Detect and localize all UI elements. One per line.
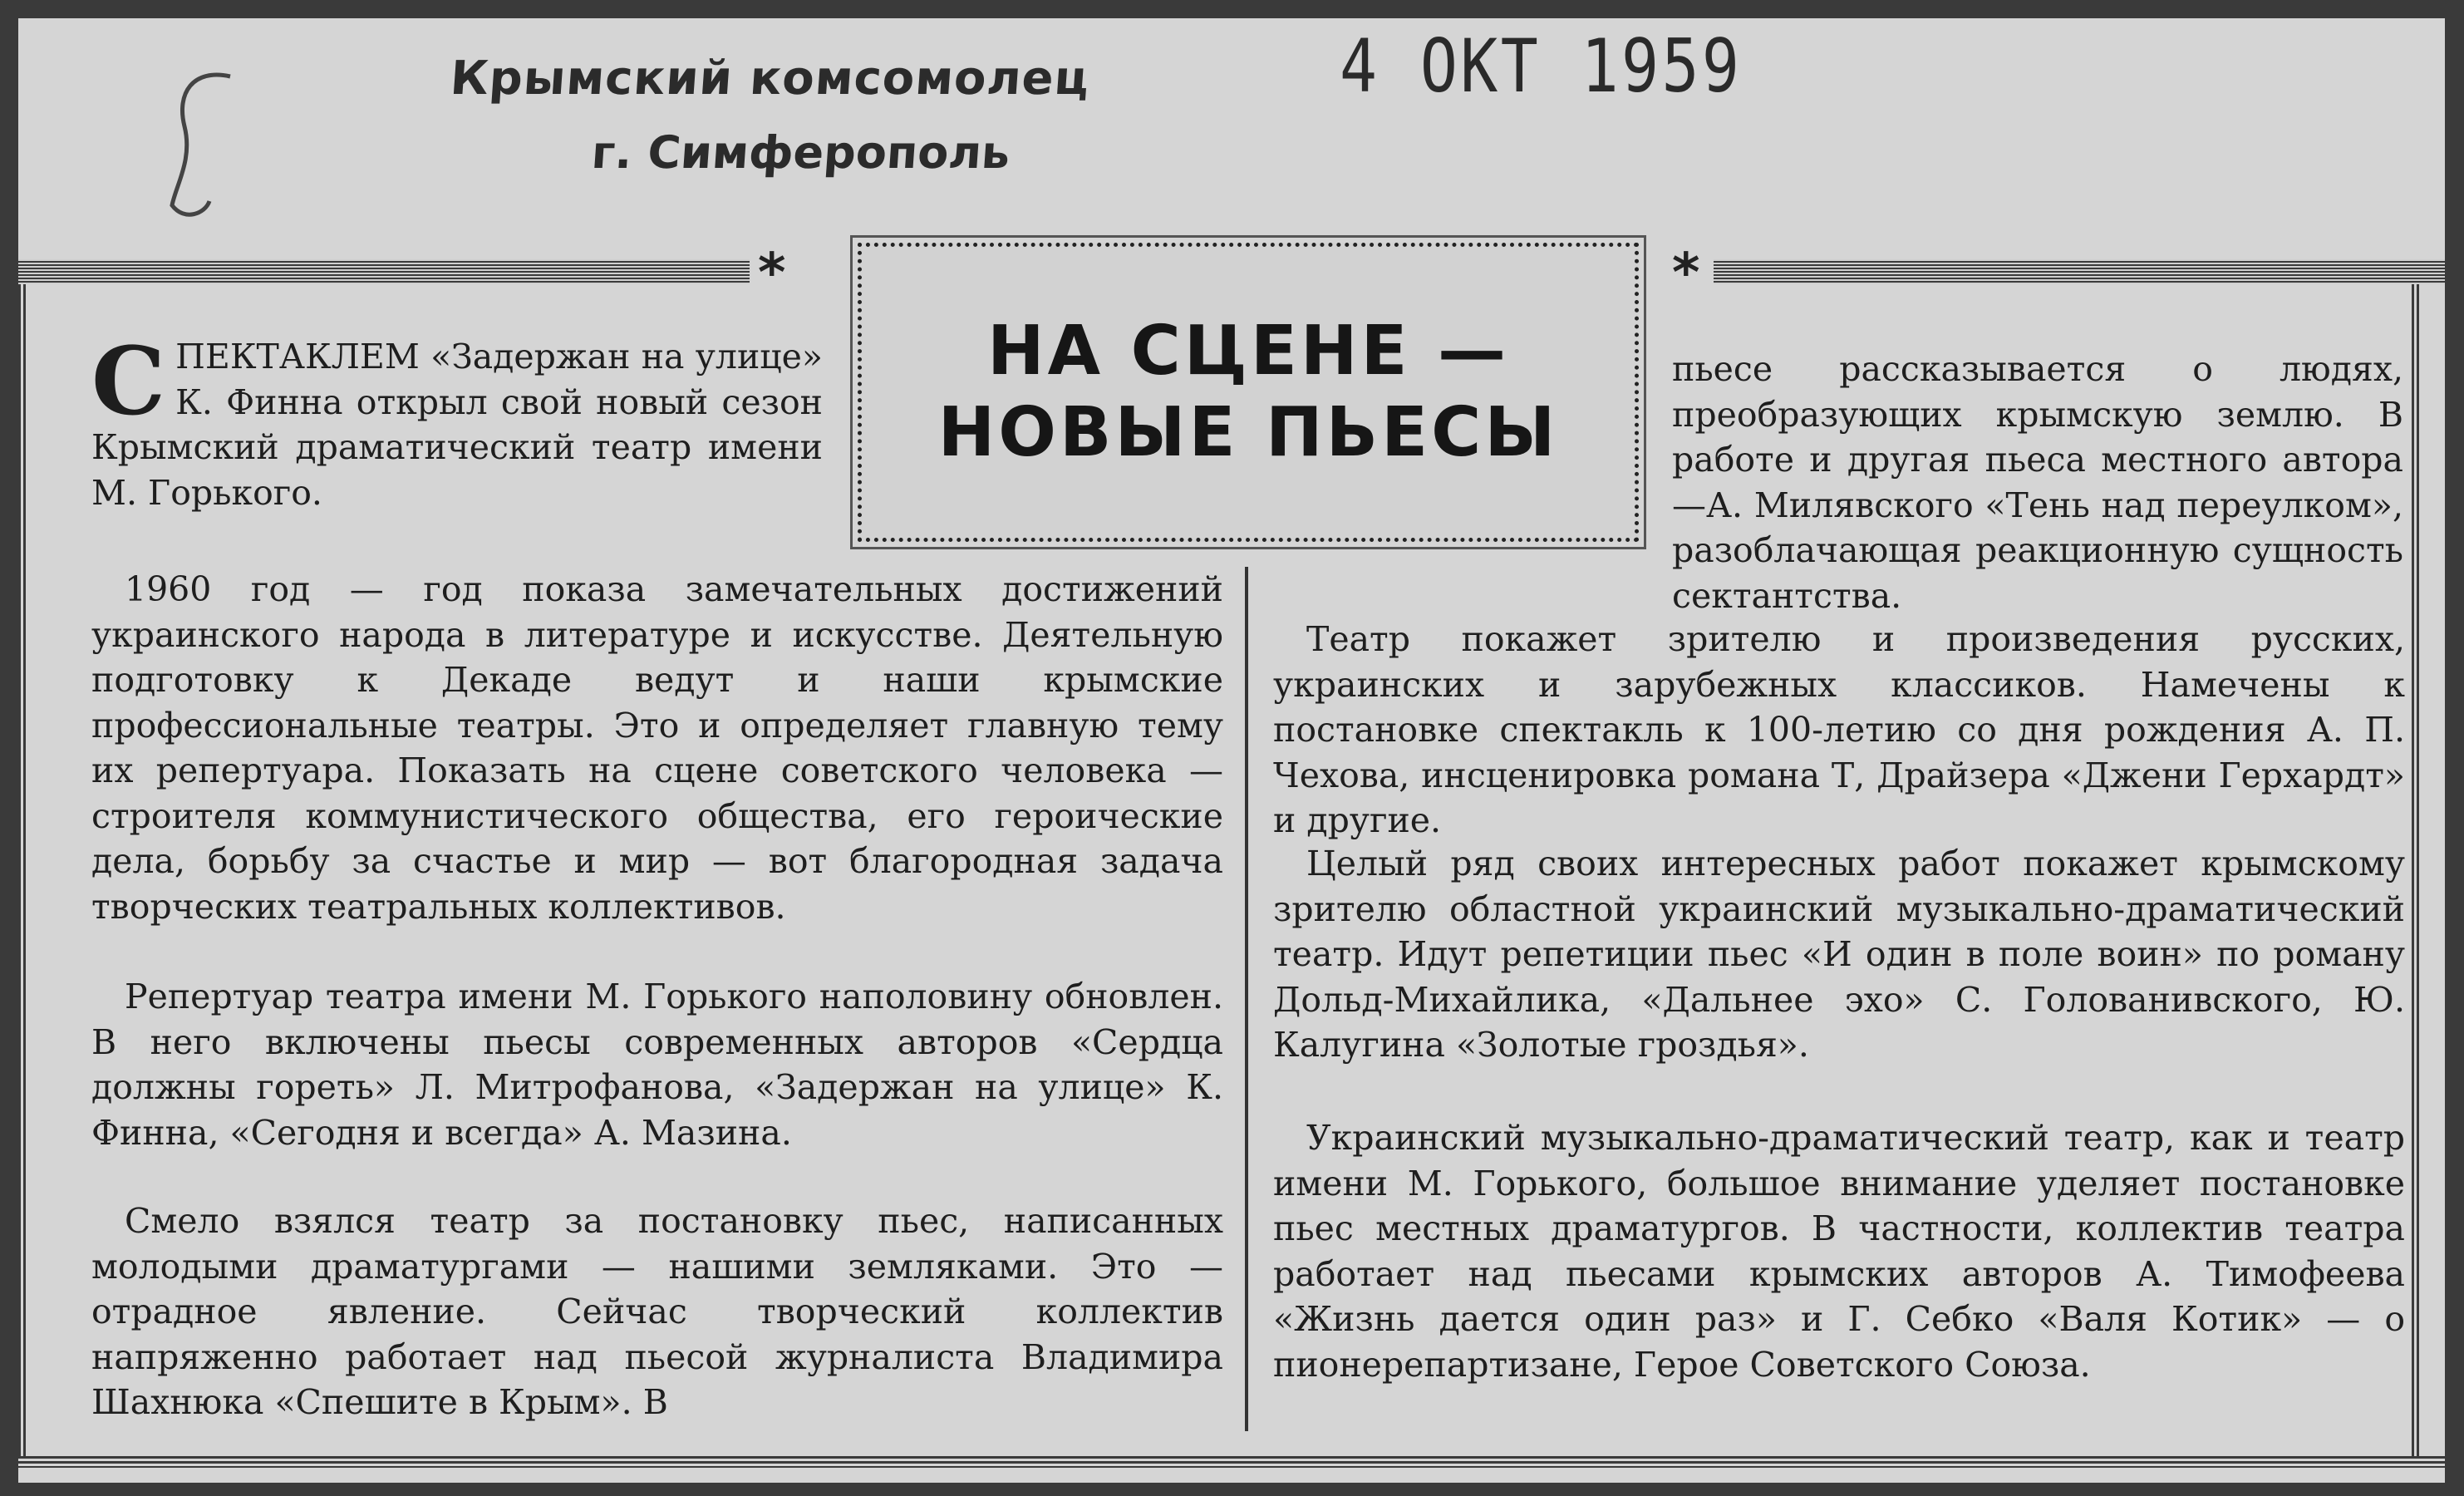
left-border-line — [18, 284, 28, 1456]
bottom-rule — [18, 1456, 2445, 1468]
column-divider — [1245, 567, 1248, 1431]
headline-box — [858, 243, 1639, 542]
article-paragraph-6: Целый ряд своих интересных работ покажет крымскому зрителю областной украинский музыкально-драматический театр. Идут репетиции пьес «И один в поле воин» по роману Дольд-Михайлика, «Дальнее эхо» С. Голованивского, Ю. Калугина «Золотые гроздья». — [1273, 844, 2405, 1065]
handwritten-mark — [160, 60, 243, 226]
article-paragraph-5: Театр покажет зрителю и произведения русских, украинских и зарубежных классиков. Намечены к постановке спектакль к 100-летию со дня рождения А. П. Чехова, инсценировка романа Т, Драйзера «Джени Герхардт» и другие. — [1273, 619, 2405, 840]
drop-cap: С — [91, 327, 166, 436]
headline-line-1: НА СЦЕНЕ — — [986, 311, 1510, 391]
date-stamp: 4 ОКТ 1959 — [1340, 23, 1743, 109]
article-paragraph-7: Украинский музыкально-драматический театр, как и театр имени М. Горького, большое внимание уделяет постановке пьес местных драматургов. В частности, коллектив театра работает над пьесами крымских авторов А. Тимофеева «Жизнь дается один раз» и Г. Себко «Валя Котик» — о пионерепартизане, Герое Советского Союза. — [1273, 1118, 2405, 1385]
right-border-line — [2412, 284, 2422, 1456]
ornament-star-left: * — [758, 243, 786, 304]
top-rule-left — [18, 259, 750, 284]
newspaper-name: Крымский комсомолец — [448, 52, 1092, 106]
ornament-star-right: * — [1672, 243, 1700, 304]
top-rule-right — [1714, 259, 2445, 284]
newspaper-clipping — [18, 18, 2445, 1483]
article-paragraph-2: Репертуар театра имени М. Горького наполовину обновлен. В него включены пьесы современных авторов «Сердца должны гореть» Л. Митрофанова, «Задержан на улице» К. Финна, «Сегодня и всегда» А. Мазина. — [91, 977, 1223, 1153]
article-paragraph-3: Смело взялся театр за постановку пьес, написанных молодыми драматургами — нашими земляками. Это — отрадное явление. Сейчас творческий коллектив напряженно работает над пьесой журналиста Владимира Шахнюка «Спешите в Крым». В — [91, 1201, 1223, 1422]
article-paragraph-1: 1960 год — год показа замечательных достижений украинского народа в литературе и искусстве. Деятельную подготовку к Декаде ведут и наши крымские профессиональные театры. Это и определяет главную тему их репертуара. Показать на сцене советского человека — строителя коммунистического общества, его героические дела, борьбу за счастье и мир — вот благородная задача творческих театральных коллективов. — [91, 569, 1223, 927]
article-intro-text: ПЕКТАКЛЕМ «Задержан на улице» К. Финна открыл свой новый сезон Крымский драматический театр имени М. Горького. — [91, 337, 823, 513]
article-intro — [91, 327, 823, 515]
headline-line-2: НОВЫЕ ПЬЕСЫ — [937, 393, 1559, 472]
article-paragraph-4: пьесе рассказывается о людях, преобразующих крымскую землю. В работе и другая пьеса местного автора—А. Милявского «Тень над переулком», разоблачающая реакционную сущность сектантства. — [1672, 349, 2403, 616]
newspaper-city: г. Симферополь — [589, 126, 1012, 179]
